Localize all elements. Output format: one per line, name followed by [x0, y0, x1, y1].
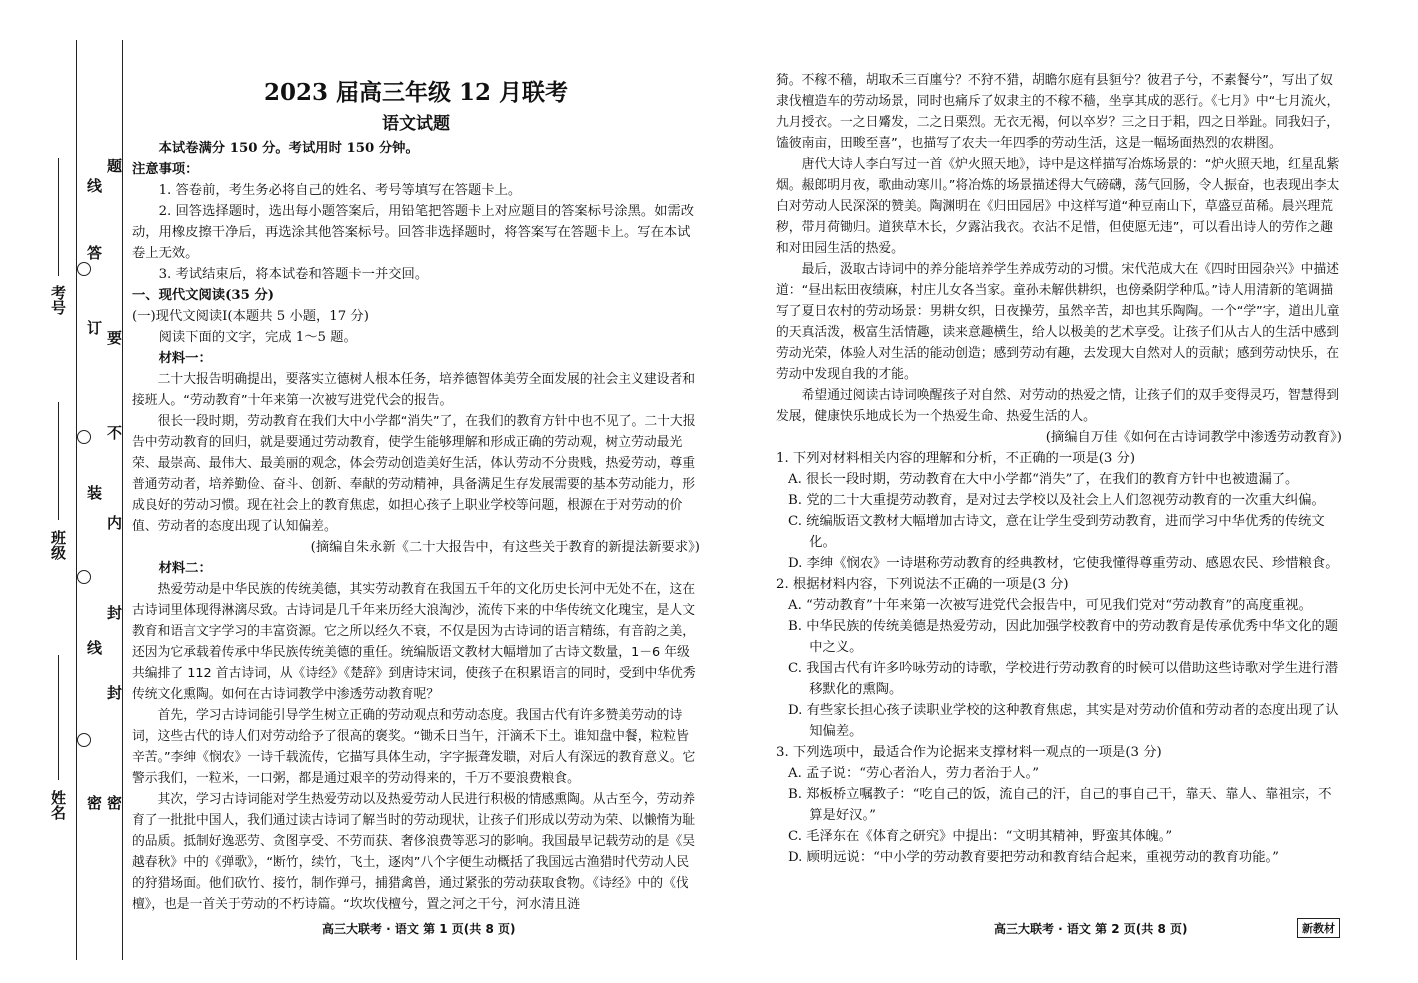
notice-item: 1. 答卷前，考生务必将自己的姓名、考号等填写在答题卡上。: [158, 183, 522, 198]
page2-column: [776, 70, 1342, 868]
binding-circle: [77, 570, 91, 584]
notice-heading: 注意事项：: [132, 162, 199, 177]
option-item[interactable]: A. 孟子说：“劳心者治人，劳力者治于人。”: [788, 766, 1040, 781]
question-stem: 1. 下列对材料相关内容的理解和分析，不正确的一项是(3 分): [776, 451, 1136, 466]
material2-paragraph: 最后，汲取古诗词中的养分能培养学生养成劳动的习惯。宋代范成大在《四时田园杂兴》中描述道：“昼出耘田夜绩麻，村庄儿女各当家。童孙未解供耕织，也傍桑阴学种瓜。”诗人用清新的笔调描写了夏日农村的劳动场景：男耕女织，日夜操劳，虽然辛苦，却也其乐陶陶。一个“学”字，道出儿童的天真活泼，极富生活情趣，读来意趣横生，给人以极美的艺术享受。让孩子们从古人的生活中感到劳动光荣，体验人对生活的能动创造；感到劳动有趣，去发现大自然对人的贡献；感到劳动快乐，在劳动中发现自我的才能。: [776, 262, 1340, 382]
seal-char: 要: [105, 330, 123, 347]
material1-label: 材料一：: [158, 351, 212, 366]
option-item[interactable]: B. 郑板桥立嘱教子：“吃自己的饭，流自己的汗，自己的事自己干，靠天、靠人、靠祖宗，不算是好汉。”: [788, 787, 1332, 823]
subsection-heading: (一)现代文阅读Ⅰ(本题共 5 小题，17 分): [132, 309, 369, 324]
seal-title: 题: [105, 158, 123, 175]
option-item[interactable]: C. 毛泽东在《体育之研究》中提出：“文明其精神，野蛮其体魄。”: [788, 829, 1173, 844]
seal-char: 密: [85, 795, 103, 812]
binding-circle: [77, 430, 91, 444]
material2-continued: 猗。不稼不穑，胡取禾三百廛兮？不狩不猎，胡瞻尔庭有县貆兮？彼君子兮，不素餐兮”，写出了奴隶伐檀造车的劳动场景，同时也痛斥了奴隶主的不稼不穑，坐享其成的恶行。《七月》中“七月流火，九月授衣。一之日觱发，二之日栗烈。无衣无褐，何以卒岁？三之日于耜，四之日举趾。同我妇子，馌彼南亩，田畯至喜”，也描写了农夫一年四季的劳动生活，这是一幅场面热烈的农耕图。: [776, 73, 1340, 151]
seal-char: 订: [85, 320, 103, 337]
option-item[interactable]: A. “劳动教育”十年来第一次被写进党代会报告中，可见我们党对“劳动教育”的高度重视。: [788, 598, 1312, 613]
class-field[interactable]: [58, 402, 59, 520]
seal-char: 不: [105, 425, 123, 442]
seal-char: 装: [85, 485, 103, 502]
question-stem: 3. 下列选项中，最适合作为论据来支撑材料一观点的一项是(3 分): [776, 745, 1162, 760]
notice-item: 2. 回答选择题时，选出每小题答案后，用铅笔把答题卡上对应题目的答案标号涂黑。如需改动，用橡皮擦干净后，再选涂其他答案标号。回答非选择题时，将答案写在答题卡上。写在本试卷上无效。: [132, 204, 695, 261]
exam-info: 本试卷满分 150 分。考试用时 150 分钟。: [158, 141, 419, 156]
exam-title: 2023 届高三年级 12 月联考: [263, 79, 569, 106]
material2-paragraph: 热爱劳动是中华民族的传统美德，其实劳动教育在我国五千年的文化历史长河中无处不在，这在古诗词里体现得淋漓尽致。古诗词是几千年来历经大浪淘沙，流传下来的中华传统文化瑰宝，是人文教育和语言文字学习的丰富资源。它之所以经久不衰，不仅是因为古诗词的语言精练，有音韵之美，还因为它承载着传承中华民族传统美德的重任。统编版语文教材大幅增加了古诗文数量，1－6 年级共编排了 112 首古诗词，从《诗经》《楚辞》到唐诗宋词，使孩子在积累语言的同时，受到中华优秀传统文化熏陶。如何在古诗词教学中渗透劳动教育呢？: [132, 582, 696, 702]
material2-paragraph: 其次，学习古诗词能对学生热爱劳动以及热爱劳动人民进行积极的情感熏陶。从古至今，劳动养育了一批批中国人，我们通过读古诗词了解当时的劳动现状，让孩子们形成以劳动为荣、以懒惰为耻的品质。抵制好逸恶劳、贪图享受、不劳而获、奢侈浪费等恶习的影响。我国最早记载劳动的是《吴越春秋》中的《弹歌》，“断竹，续竹，飞土，逐肉”八个字便生动概括了我国远古渔猎时代劳动人民的狩猎场面。他们砍竹、接竹，制作弹弓，捕猎禽兽，通过紧张的劳动获取食物。《诗经》中的《伐檀》，也是一首关于劳动的不朽诗篇。“坎坎伐檀兮，置之河之干兮，河水清且涟: [132, 792, 696, 912]
question-stem: 2. 根据材料内容，下列说法不正确的一项是(3 分): [776, 577, 1069, 592]
new-textbook-badge: 新教材: [1297, 918, 1340, 938]
material2-paragraph: 希望通过阅读古诗词唤醒孩子对自然、对劳动的热爱之情，让孩子们的双手变得灵巧，智慧得到发展，健康快乐地成长为一个热爱生命、热爱生活的人。: [776, 388, 1340, 424]
binding-line-right: [122, 40, 123, 960]
exam-no-label: 考号: [49, 285, 67, 315]
option-item[interactable]: B. 中华民族的传统美德是热爱劳动，因此加强学校教育中的劳动教育是传承优秀中华文化的题中之义。: [788, 619, 1339, 655]
binding-margin: [0, 0, 130, 983]
seal-char: 封: [105, 685, 123, 702]
exam-no-field[interactable]: [58, 158, 59, 276]
name-field[interactable]: [58, 655, 59, 780]
material2-label: 材料二：: [158, 561, 212, 576]
option-item[interactable]: A. 很长一段时期，劳动教育在大中小学都“消失”了，在我们的教育方针中也被遗漏了。: [788, 472, 1299, 487]
page1-footer: 高三大联考 · 语文 第 1 页(共 8 页): [322, 922, 516, 936]
section-heading: 一、现代文阅读(35 分): [132, 288, 275, 303]
option-item[interactable]: C. 我国古代有许多吟咏劳动的诗歌，学校进行劳动教育的时候可以借助这些诗歌对学生进行潜移默化的熏陶。: [788, 661, 1339, 697]
option-item[interactable]: C. 统编版语文教材大幅增加古诗文，意在让学生受到劳动教育，进而学习中华优秀的传统文化。: [788, 514, 1325, 550]
option-item[interactable]: D. 顾明远说：“中小学的劳动教育要把劳动和教育结合起来，重视劳动的教育功能。”: [788, 850, 1279, 865]
page1-column: [132, 76, 700, 915]
option-item[interactable]: D. 有些家长担心孩子读职业学校的这种教育焦虑，其实是对劳动价值和劳动者的态度出现了认知偏差。: [788, 703, 1339, 739]
option-item[interactable]: D. 李绅《悯农》一诗堪称劳动教育的经典教材，它使我懂得尊重劳动、感恩农民、珍惜粮食。: [788, 556, 1339, 571]
instruction: 阅读下面的文字，完成 1～5 题。: [158, 330, 357, 345]
binding-circle: [77, 733, 91, 747]
notice-item: 3. 考试结束后，将本试卷和答题卡一并交回。: [158, 267, 429, 282]
class-label: 班级: [49, 530, 67, 560]
seal-char: 内: [105, 515, 123, 532]
material1-source: (摘编自朱永新《二十大报告中，有这些关于教育的新提法新要求》): [310, 540, 700, 555]
name-label: 姓名: [49, 790, 67, 820]
seal-char: 线: [85, 178, 103, 195]
option-item[interactable]: B. 党的二十大重提劳动教育，是对过去学校以及社会上人们忽视劳动教育的一次重大纠偏。: [788, 493, 1325, 508]
material2-paragraph: 首先，学习古诗词能引导学生树立正确的劳动观点和劳动态度。我国古代有许多赞美劳动的诗词，这些古代的诗人们对劳动给予了很高的褒奖。“锄禾日当午，汗滴禾下土。谁知盘中餐，粒粒皆辛苦。”李绅《悯农》一诗千载流传，它描写具体生动，字字振聋发聩，对后人有深远的教育意义。它警示我们，一粒米，一口粥，都是通过艰辛的劳动得来的，千万不要浪费粮食。: [132, 708, 696, 786]
seal-char: 线: [85, 640, 103, 657]
seal-char: 密: [105, 795, 123, 812]
seal-char: 封: [105, 605, 123, 622]
exam-subtitle: 语文试题: [382, 114, 450, 134]
material1-paragraph: 很长一段时期，劳动教育在我们大中小学都“消失”了，在我们的教育方针中也不见了。二十大报告中劳动教育的回归，就是要通过劳动教育，使学生能够理解和形成正确的劳动观，树立劳动最光荣、最崇高、最伟大、最美丽的观念，体会劳动创造美好生活，体认劳动不分贵贱，热爱劳动，尊重普通劳动者，培养勤俭、奋斗、创新、奉献的劳动精神，具备满足生存发展需要的基本劳动能力，形成良好的劳动习惯。现在社会上的教育焦虑，如担心孩子上职业学校等问题，根源在于对劳动的价值、劳动者的态度出现了认知偏差。: [132, 414, 696, 534]
binding-line-left: [76, 40, 77, 960]
material1-paragraph: 二十大报告明确提出，要落实立德树人根本任务，培养德智体美劳全面发展的社会主义建设者和接班人。“劳动教育”十年来第一次被写进党代会的报告。: [132, 372, 696, 408]
binding-circle: [77, 262, 91, 276]
material2-source: (摘编自万佳《如何在古诗词教学中渗透劳动教育》): [1045, 430, 1342, 445]
material2-paragraph: 唐代大诗人李白写过一首《炉火照天地》，诗中是这样描写冶炼场景的：“炉火照天地，红星乱紫烟。赧郎明月夜，歌曲动寒川。”将冶炼的场景描述得大气磅礴，荡气回肠，令人振奋，也表现出李太白对劳动人民深深的赞美。陶渊明在《归田园居》中这样写道“种豆南山下，草盛豆苗稀。晨兴理荒秽，带月荷锄归。道狭草木长，夕露沾我衣。衣沾不足惜，但使愿无违”，可以看出诗人的劳作之趣和对田园生活的热爱。: [776, 157, 1340, 256]
seal-char: 答: [85, 245, 103, 262]
page2-footer: 高三大联考 · 语文 第 2 页(共 8 页): [994, 922, 1188, 936]
